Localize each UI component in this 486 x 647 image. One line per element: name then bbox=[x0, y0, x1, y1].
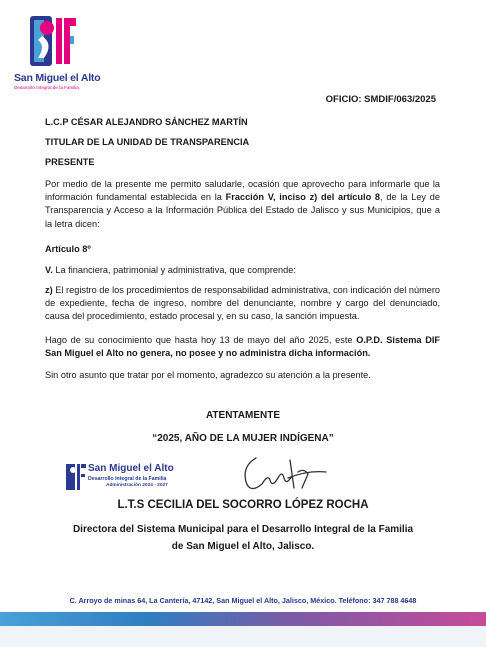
paragraph-intro bbox=[45, 178, 440, 231]
logo-brand-text: San Miguel el Alto bbox=[14, 72, 101, 84]
dif-logo bbox=[14, 14, 101, 90]
official-seal bbox=[66, 462, 186, 492]
paragraph-closing: Sin otro asunto que tratar por el momento, agradezco su atención a la presente. bbox=[45, 370, 371, 380]
footer-address: C. Arroyo de minas 64, La Cantería, 47142, San Miguel el Alto, Jalisco, México. Teléfono: 347 788 4648 bbox=[69, 596, 417, 605]
seal-subtitle: Desarrollo Integral de la Familia bbox=[88, 476, 167, 482]
signature-icon bbox=[238, 448, 328, 498]
inciso-z bbox=[45, 284, 440, 324]
fraccion-v bbox=[45, 264, 440, 277]
signer-position-line2: de San Miguel el Alto, Jalisco. bbox=[171, 541, 315, 552]
intro-bold-reference: Fracción V, inciso z) del artículo 8 bbox=[225, 192, 381, 203]
conocimiento-text: Hago de su conocimiento que hasta hoy 13 de mayo del año 2025, este bbox=[45, 335, 357, 345]
signer-position-line1: Directora del Sistema Municipal para el Desarrollo Integral de la Familia bbox=[72, 524, 414, 535]
recipient-name: L.C.P CÉSAR ALEJANDRO SÁNCHEZ MARTÍN bbox=[45, 117, 248, 127]
paragraph-conocimiento bbox=[45, 334, 440, 360]
seal-administration: Administración 2024 - 2027 bbox=[106, 483, 168, 488]
atentamente-label: ATENTAMENTE bbox=[205, 410, 281, 421]
dif-emblem-icon bbox=[28, 14, 78, 68]
intro-text-b: , de la Ley de Transparencia y Acceso a la Información Pública del Estado de Jalisco y sus Municipios, que a la letra dicen: bbox=[45, 192, 440, 229]
signer-name: L.T.S CECILIA DEL SOCORRO LÓPEZ ROCHA bbox=[117, 499, 369, 511]
inciso-z-text: El registro de los procedimientos de responsabilidad administrativa, con indicación del número de expediente, fecha de ingreso, nombre del denunciante, nombre y cargo del denunciado, causa del procedimiento, estado procesal y, en su caso, la sanción impuesta. bbox=[45, 285, 440, 322]
conocimiento-bold: O.P.D. Sistema DIF San Miguel el Alto no genera, no posee y no administra dicha información. bbox=[45, 335, 440, 359]
oficio-number: OFICIO: SMDIF/063/2025 bbox=[325, 94, 436, 105]
seal-emblem-icon bbox=[66, 464, 86, 490]
fraccion-v-text: La financiera, patrimonial y administrativa, que comprende: bbox=[52, 265, 296, 275]
seal-title: San Miguel el Alto bbox=[88, 463, 174, 474]
footer-color-band bbox=[0, 612, 486, 626]
footer-light-band bbox=[0, 626, 486, 647]
articulo-heading: Artículo 8º bbox=[45, 244, 91, 254]
recipient-title: TITULAR DE LA UNIDAD DE TRANSPARENCIA bbox=[45, 137, 250, 147]
inciso-z-label: z) bbox=[45, 285, 53, 295]
presente-label: PRESENTE bbox=[45, 157, 95, 167]
logo-tagline: Desarrollo Integral de la Familia bbox=[14, 85, 79, 90]
fraccion-v-label: V. bbox=[45, 265, 53, 275]
lema-2025: “2025, AÑO DE LA MUJER INDÍGENA” bbox=[152, 433, 334, 444]
intro-text-a: Por medio de la presente me permito saludarle, ocasión que aprovecho para informarle que la información fundamental establecida en la bbox=[45, 179, 440, 203]
